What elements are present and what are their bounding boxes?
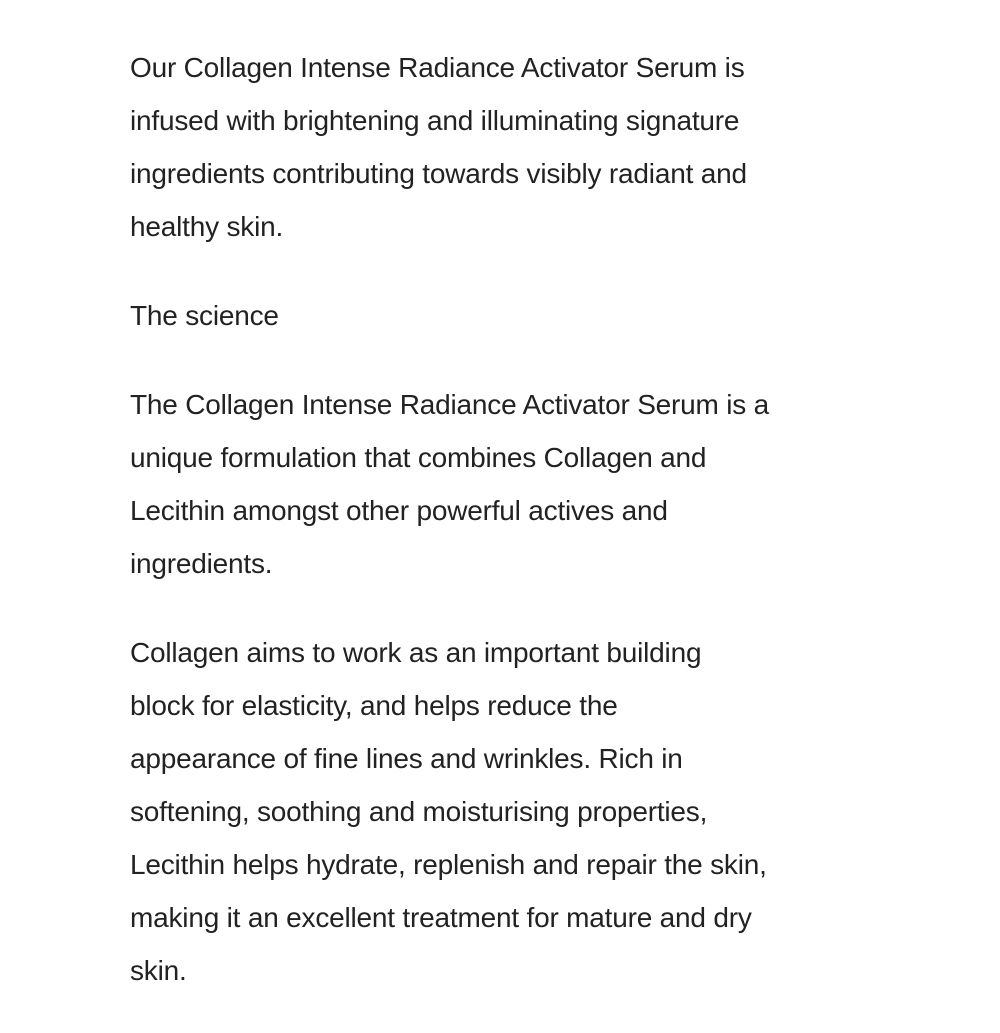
product-description <box>130 41 769 1033</box>
text-line: Our Collagen Intense Radiance Activator Serum is <box>130 52 745 83</box>
text-line: ingredients. <box>130 548 273 579</box>
text-line: softening, soothing and moisturising properties, <box>130 796 708 827</box>
intro-paragraph <box>130 41 769 253</box>
text-line: Lecithin helps hydrate, replenish and repair the skin, <box>130 849 767 880</box>
text-line: healthy skin. <box>130 211 284 242</box>
text-line: infused with brightening and illuminating signature <box>130 105 740 136</box>
text-line: Collagen aims to work as an important building <box>130 637 702 668</box>
text-line: block for elasticity, and helps reduce the <box>130 690 618 721</box>
section-heading-science <box>130 289 769 342</box>
science-paragraph <box>130 378 769 590</box>
text-line: The Collagen Intense Radiance Activator Serum is a <box>130 389 770 420</box>
text-line: The science <box>130 300 279 331</box>
text-line: making it an excellent treatment for mature and dry <box>130 902 752 933</box>
text-line: skin. <box>130 955 187 986</box>
text-line: unique formulation that combines Collagen and <box>130 442 707 473</box>
text-line: ingredients contributing towards visibly radiant and <box>130 158 747 189</box>
text-line: Lecithin amongst other powerful actives and <box>130 495 668 526</box>
text-line: appearance of fine lines and wrinkles. Rich in <box>130 743 683 774</box>
ingredients-paragraph <box>130 626 769 997</box>
